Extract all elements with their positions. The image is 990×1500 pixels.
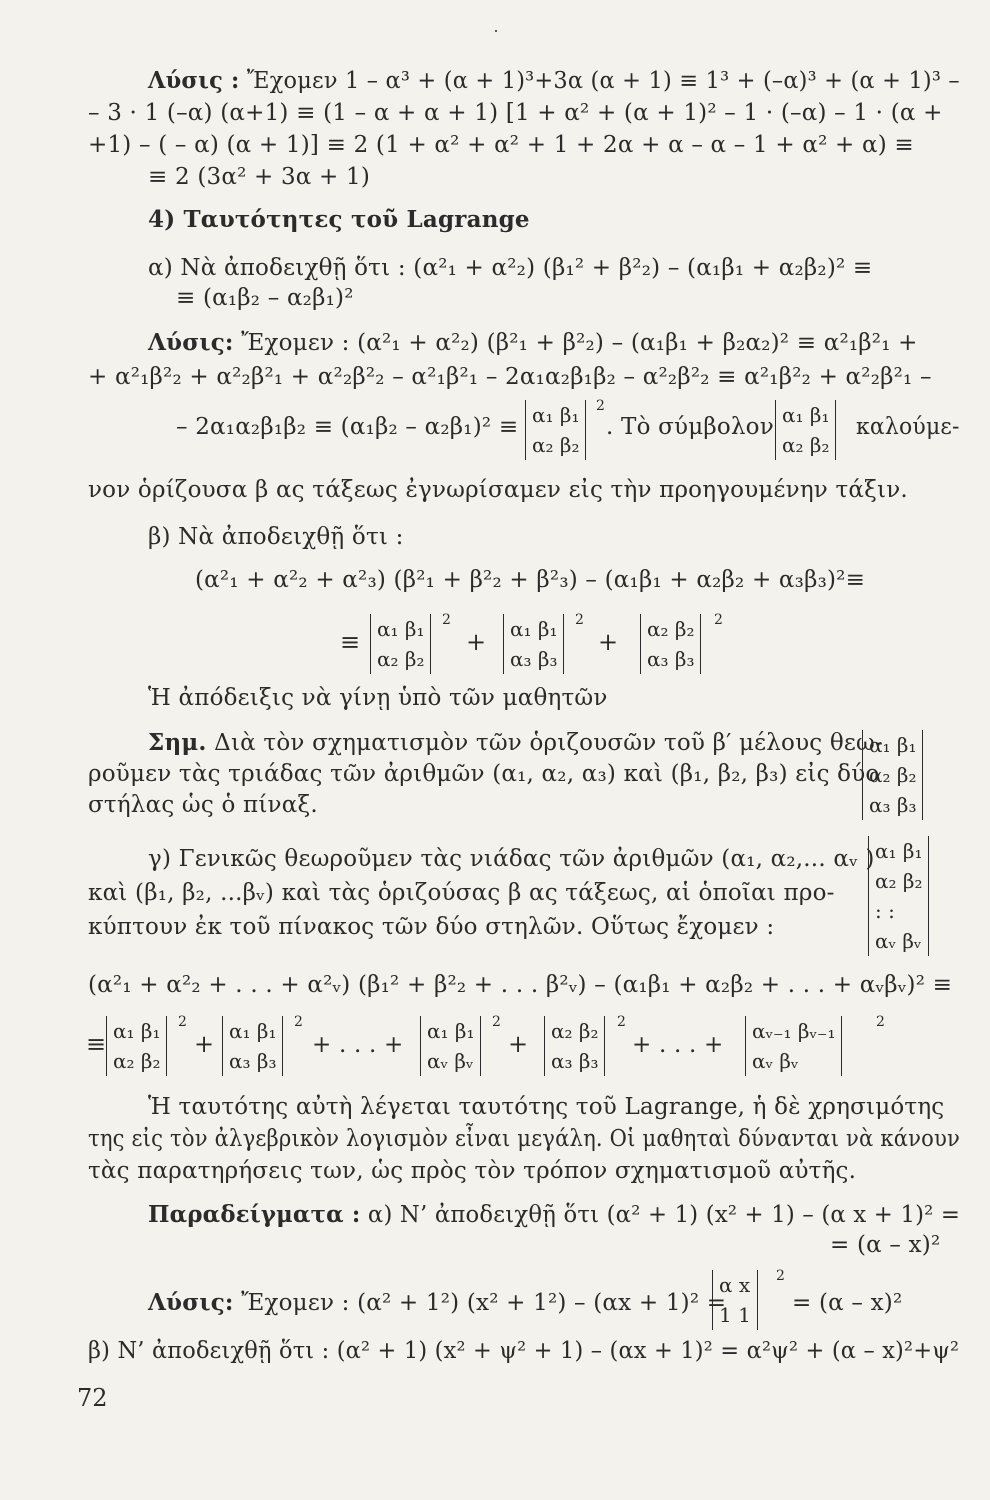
part-c-line-4: (α²₁ + α²₂ + . . . + α²ᵥ) (β₁² + β²₂ + . . . β²ᵥ) – (α₁β₁ + α₂β₂ + . . . + αᵥβᵥ)² ≡	[88, 972, 953, 998]
solution-2-line-4: νον ὁρίζουσα β ας τάξεως ἐγνωρίσαμεν εἰς τὴν προηγουμένην τάξιν.	[88, 477, 908, 503]
det-g-12: α₁ β₁ α₂ β₂	[106, 1016, 167, 1076]
part-b-line-1: β) Νὰ ἀποδειχθῇ ὅτι :	[148, 524, 404, 550]
exponent: 2	[876, 1014, 885, 1030]
part-b-line-2: (α²₁ + α²₂ + α²₃) (β²₁ + β²₂ + β²₃) – (α₁β₁ + α₂β₂ + α₃β₃)²≡	[195, 567, 866, 593]
array-vx2: α₁ β₁ α₂ β₂ : : αᵥ βᵥ	[868, 836, 929, 956]
called-text: καλούμε-	[856, 414, 960, 440]
part-c-line-2: καὶ (β₁, β₂, ...βᵥ) καὶ τὰς ὁριζούσας β ας τάξεως, αἱ ὁποῖαι προ-	[88, 880, 835, 906]
examples-line-2: = (α – x)²	[830, 1232, 941, 1258]
exponent: 2	[294, 1014, 303, 1030]
proof-note: Ἡ ἀπόδειξις νὰ γίνῃ ὑπὸ τῶν μαθητῶν	[148, 685, 608, 711]
determinant-symbol: α₁ β₁ α₂ β₂	[775, 400, 836, 460]
det-g-1v: α₁ β₁ αᵥ βᵥ	[420, 1016, 481, 1076]
solution-3-result: = (α – x)²	[792, 1290, 903, 1316]
plus-sign: +	[508, 1030, 529, 1058]
exponent: 2	[776, 1268, 785, 1284]
solution-1-line-2: – 3 · 1 (–α) (α+1) ≡ (1 – α + α + 1) [1 + α² + (α + 1)² – 1 · (–α) – 1 · (α +	[88, 100, 943, 126]
lagrange-line-3: τὰς παρατηρήσεις των, ὡς πρὸς τὸν τρόπον σχηματισμοῦ αὐτῆς.	[88, 1158, 857, 1184]
solution-1-line-4: ≡ 2 (3α² + 3α + 1)	[148, 164, 371, 190]
ellipsis-plus: + . . . +	[632, 1032, 724, 1058]
solution-2-line-3: – 2α₁α₂β₁β₂ ≡ (α₁β₂ – α₂β₁)² ≡	[176, 414, 519, 440]
determinant-23: α₂ β₂ α₃ β₃	[640, 614, 701, 674]
exponent: 2	[596, 398, 605, 414]
remark-line-1: Σημ. Διὰ τὸν σχηματισμὸν τῶν ὁριζουσῶν τοῦ β′ μέλους θεω-	[148, 729, 883, 756]
solution-1-line-3: +1) – ( – α) (α + 1)] ≡ 2 (1 + α² + α² + 1 + 2α + α – α – 1 + α² + α) ≡	[88, 132, 914, 158]
plus-sign: +	[194, 1030, 215, 1058]
part-c-line-1: γ) Γενικῶς θεωροῦμεν τὰς νιάδας τῶν ἀριθμῶν (α₁, α₂,... αᵥ )	[148, 846, 875, 872]
determinant-a1b1-a2b2: α₁ β₁ α₂ β₂	[525, 400, 586, 460]
remark-line-3: στήλας ὡς ὁ πίναξ.	[88, 792, 318, 818]
equiv-sign: ≡	[86, 1030, 107, 1058]
exponent: 2	[617, 1014, 626, 1030]
remark-line-2: ροῦμεν τὰς τριάδας τῶν ἀριθμῶν (α₁, α₂, α₃) καὶ (β₁, β₂, β₃) εἰς δύο	[88, 761, 880, 787]
page-mark	[495, 30, 497, 32]
symbol-text: . Τὸ σύμβολον	[606, 414, 774, 440]
equiv-sign: ≡	[340, 628, 361, 656]
ellipsis-plus: + . . . +	[312, 1032, 404, 1058]
determinant-12: α₁ β₁ α₂ β₂	[370, 614, 431, 674]
determinant-13: α₁ β₁ α₃ β₃	[503, 614, 564, 674]
det-ax-11: α x 1 1	[712, 1270, 758, 1330]
det-g-13: α₁ β₁ α₃ β₃	[222, 1016, 283, 1076]
examples-line-1: Παραδείγματα : α) Ν’ ἀποδειχθῇ ὅτι (α² + 1) (x² + 1) – (α x + 1)² =	[148, 1201, 961, 1228]
solution-1-line-1: Λύσις : Ἔχομεν 1 – α³ + (α + 1)³+3α (α + 1) ≡ 1³ + (–α)³ + (α + 1)³ –	[148, 67, 960, 94]
det-g-23: α₂ β₂ α₃ β₃	[544, 1016, 605, 1076]
section-heading-lagrange: 4) Ταυτότητες τοῦ Lagrange	[148, 206, 530, 233]
solution-2-line-1: Λύσις: Ἔχομεν : (α²₁ + α²₂) (β²₁ + β²₂) – (α₁β₁ + β₂α₂)² ≡ α²₁β²₁ +	[148, 329, 918, 356]
part-c-line-3: κύπτουν ἐκ τοῦ πίνακος τῶν δύο στηλῶν. Οὕτως ἔχομεν :	[88, 914, 775, 940]
det-g-last: αᵥ₋₁ βᵥ₋₁ αᵥ βᵥ	[745, 1016, 842, 1076]
part-a-line-2: ≡ (α₁β₂ – α₂β₁)²	[176, 285, 354, 311]
solution-2-line-2: + α²₁β²₂ + α²₂β²₁ + α²₂β²₂ – α²₁β²₁ – 2α₁α₂β₁β₂ – α²₂β²₂ ≡ α²₁β²₂ + α²₂β²₁ –	[88, 364, 932, 390]
exponent: 2	[714, 612, 723, 628]
example-b-line: β) Ν’ ἀποδειχθῇ ὅτι : (α² + 1) (x² + ψ² + 1) – (αx + 1)² = α²ψ² + (α – x)²+ψ²	[88, 1338, 960, 1364]
exponent: 2	[492, 1014, 501, 1030]
solution-3-line-1: Λύσις: Ἔχομεν : (α² + 1²) (x² + 1²) – (αx + 1)² =	[148, 1289, 727, 1316]
part-a-line-1: α) Νὰ ἀποδειχθῇ ὅτι : (α²₁ + α²₂) (β₁² + β²₂) – (α₁β₁ + α₂β₂)² ≡	[148, 255, 873, 281]
plus-sign: +	[598, 628, 619, 656]
exponent: 2	[442, 612, 451, 628]
lagrange-line-2: της εἰς τὸν ἀλγεβρικὸν λογισμὸν εἶναι μεγάλη. Οἱ μαθηταὶ δύνανται νὰ κάνουν	[88, 1126, 961, 1152]
array-3x2: α₁ β₁ α₂ β₂ α₃ β₃	[862, 730, 923, 820]
exponent: 2	[178, 1014, 187, 1030]
lagrange-line-1: Ἡ ταυτότης αὐτὴ λέγεται ταυτότης τοῦ Lagrange, ἡ δὲ χρησιμότης	[148, 1094, 945, 1120]
plus-sign: +	[466, 628, 487, 656]
page-number: 72	[77, 1384, 108, 1412]
exponent: 2	[575, 612, 584, 628]
